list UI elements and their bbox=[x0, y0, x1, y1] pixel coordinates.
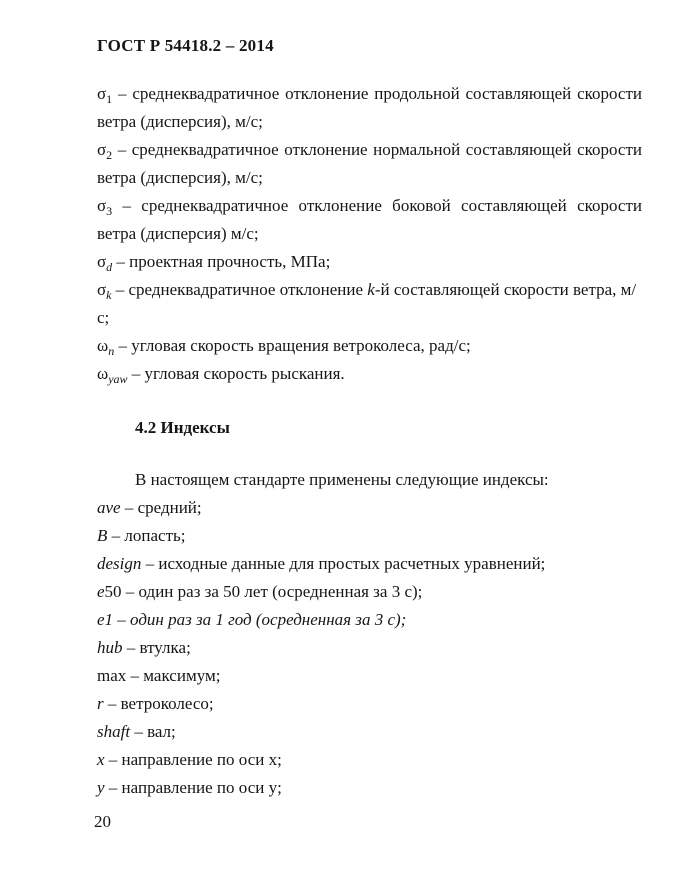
symbol-definition bbox=[97, 360, 642, 388]
sigma-symbol: σ bbox=[97, 84, 107, 103]
index-definition bbox=[97, 522, 642, 550]
symbol-definition bbox=[97, 80, 642, 136]
index-definition bbox=[97, 746, 642, 774]
index-term: r bbox=[97, 694, 104, 713]
index-definition-text: – втулка; bbox=[126, 638, 191, 657]
symbol-subscript: 1 bbox=[106, 92, 113, 106]
sigma-symbol: σ bbox=[97, 280, 107, 299]
symbol-definition-text: – среднеквадратичное отклонение боковой составляющей скорости ветра (дисперсия) м/с; bbox=[97, 196, 643, 243]
omega-symbol: ω bbox=[97, 364, 109, 383]
index-term: hub bbox=[97, 638, 123, 657]
index-definition bbox=[97, 718, 642, 746]
index-term: design bbox=[97, 554, 142, 573]
index-definition bbox=[97, 774, 642, 802]
sigma-symbol: σ bbox=[97, 252, 107, 271]
page-content bbox=[97, 36, 642, 802]
symbol-definition bbox=[97, 136, 642, 192]
index-definition-text: – направление по оси x; bbox=[108, 750, 282, 769]
index-definition-text: – ветроколесо; bbox=[107, 694, 214, 713]
index-list bbox=[97, 494, 642, 802]
symbol-definition bbox=[97, 276, 642, 332]
document-title: ГОСТ Р 54418.2 – 2014 bbox=[97, 36, 274, 55]
index-definition bbox=[97, 662, 642, 690]
index-term: ave bbox=[97, 498, 121, 517]
sigma-symbol: σ bbox=[97, 196, 107, 215]
symbol-subscript: 2 bbox=[106, 148, 113, 162]
symbol-definition bbox=[97, 192, 642, 248]
index-term-roman: 1 bbox=[104, 610, 114, 629]
index-term: y bbox=[97, 778, 105, 797]
symbol-subscript: d bbox=[106, 260, 113, 274]
section-intro: В настоящем стандарте применены следующие индексы: bbox=[135, 470, 549, 489]
index-definition bbox=[97, 578, 642, 606]
index-term: e bbox=[97, 582, 105, 601]
index-definition-text: – средний; bbox=[124, 498, 202, 517]
symbol-definition-text: – среднеквадратичное отклонение bbox=[115, 280, 368, 299]
index-term-roman: 50 bbox=[104, 582, 122, 601]
symbol-definition bbox=[97, 248, 642, 276]
symbol-definition bbox=[97, 332, 642, 360]
omega-symbol: ω bbox=[97, 336, 109, 355]
index-definition bbox=[97, 634, 642, 662]
symbol-subscript: yaw bbox=[108, 372, 128, 386]
section-heading: 4.2 Индексы bbox=[135, 418, 230, 437]
index-definition-text: – лопасть; bbox=[111, 526, 186, 545]
symbol-definition-text: – среднеквадратичное отклонение продольной составляющей скорости ветра (дисперсия), м/с; bbox=[97, 84, 643, 131]
index-definition-text: – один раз за 50 лет (осредненная за 3 с); bbox=[125, 582, 423, 601]
page-number: 20 bbox=[94, 812, 111, 831]
index-term: shaft bbox=[97, 722, 131, 741]
index-definition bbox=[97, 494, 642, 522]
symbol-subscript: 3 bbox=[106, 204, 113, 218]
index-term: B bbox=[97, 526, 108, 545]
index-definition bbox=[97, 690, 642, 718]
symbol-definition-text: – угловая скорость вращения ветроколеса, рад/с; bbox=[118, 336, 471, 355]
index-definition-text: – один раз за 1 год (осредненная за 3 с); bbox=[117, 610, 407, 629]
index-definition-text: – направление по оси y; bbox=[108, 778, 282, 797]
symbols-list bbox=[97, 80, 642, 388]
sigma-symbol: σ bbox=[97, 140, 107, 159]
index-definition-text: – максимум; bbox=[130, 666, 221, 685]
symbol-subscript: n bbox=[108, 344, 115, 358]
index-term: x bbox=[97, 750, 105, 769]
symbol-subscript: k bbox=[106, 288, 112, 302]
italic-variable: k bbox=[367, 280, 375, 299]
index-definition-text: – исходные данные для простых расчетных уравнений; bbox=[145, 554, 546, 573]
symbol-definition-text: – угловая скорость рыскания. bbox=[131, 364, 345, 383]
index-definition bbox=[97, 550, 642, 578]
index-definition bbox=[97, 606, 642, 634]
index-definition-text: – вал; bbox=[134, 722, 176, 741]
index-term: e bbox=[97, 610, 105, 629]
index-term-roman: max bbox=[97, 666, 127, 685]
symbol-definition-text: – проектная прочность, МПа; bbox=[116, 252, 331, 271]
symbol-definition-text: – среднеквадратичное отклонение нормальной составляющей скорости ветра (дисперсия), м/с; bbox=[97, 140, 643, 187]
symbol-definition-text: -й составляющей скорости ветра, м/с; bbox=[97, 280, 637, 327]
